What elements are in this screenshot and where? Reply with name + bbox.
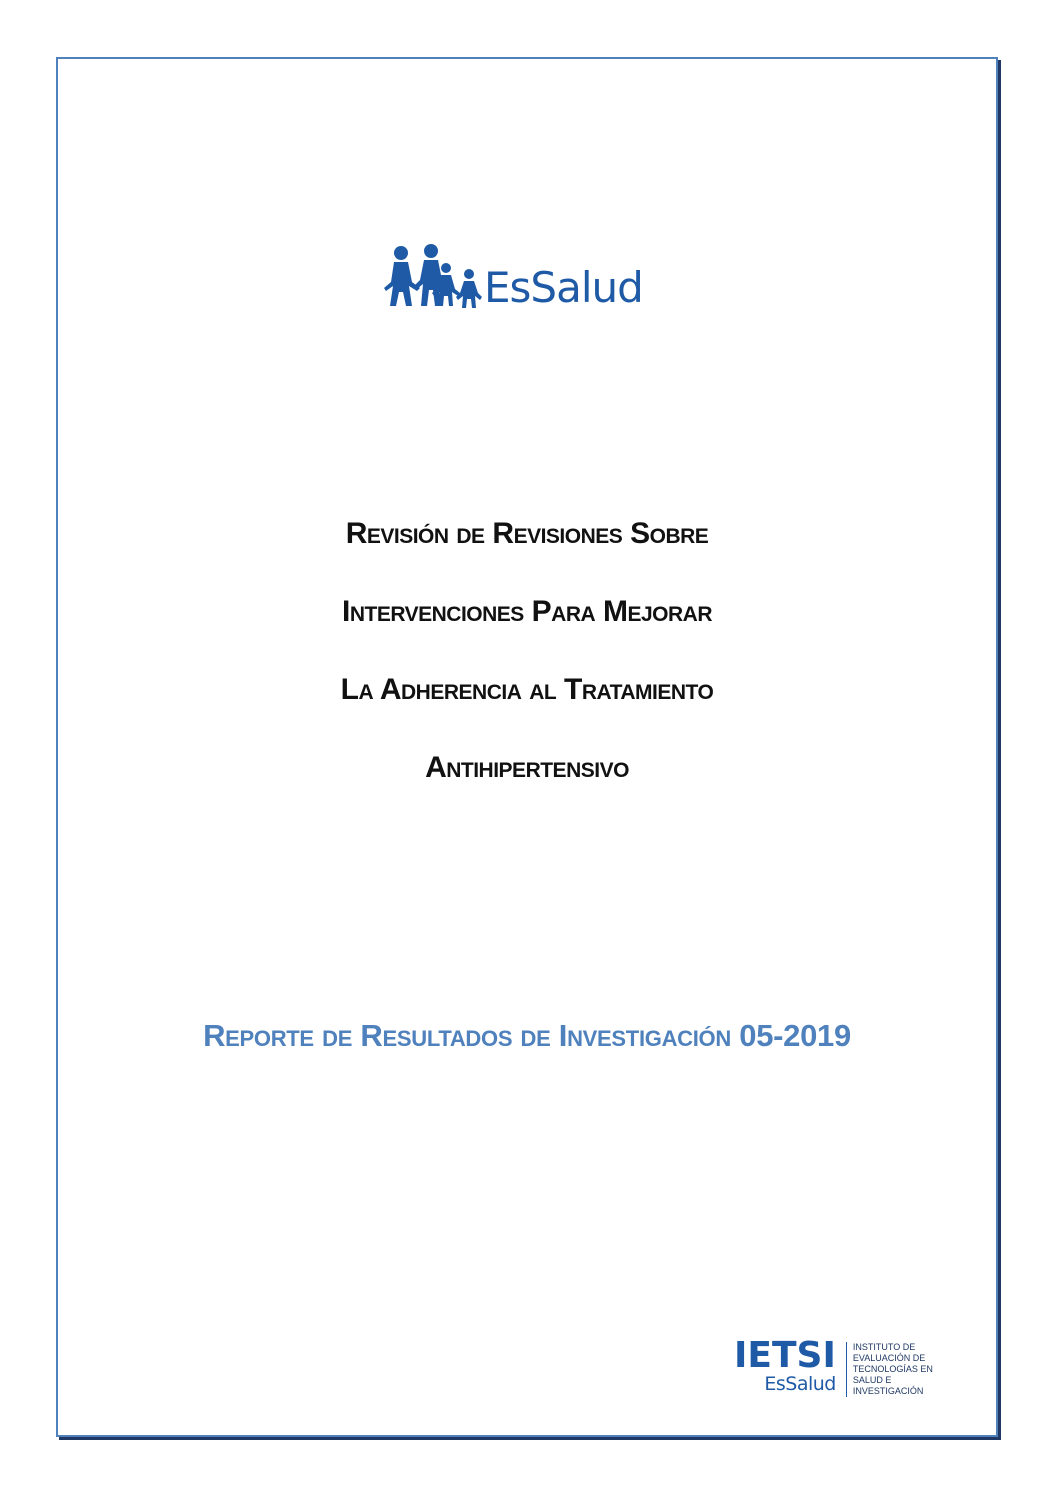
family-figures-icon — [384, 244, 482, 310]
ietsi-desc-line: INVESTIGACIÓN — [852, 1386, 924, 1396]
ietsi-desc-line: INSTITUTO DE — [852, 1342, 916, 1352]
title-line-2: Intervenciones Para Mejorar — [342, 595, 712, 628]
ietsi-description — [853, 1338, 945, 1397]
title-line-1: Revisión de Revisiones Sobre — [345, 517, 709, 550]
essalud-logo — [384, 240, 643, 310]
title-line-4: Antihipertensivo — [425, 751, 629, 784]
document-title — [56, 510, 998, 822]
ietsi-logo — [734, 1335, 945, 1397]
ietsi-desc-line: SALUD E — [852, 1375, 892, 1385]
ietsi-divider — [846, 1342, 847, 1397]
ietsi-sub: EsSalud — [764, 1373, 836, 1395]
ietsi-desc-line: TECNOLOGÍAS EN — [852, 1364, 933, 1374]
essalud-wordmark: EsSalud — [484, 263, 643, 312]
ietsi-desc-line: EVALUACIÓN DE — [852, 1353, 926, 1363]
ietsi-name: IETSI — [734, 1335, 836, 1376]
report-number: Reporte de Resultados de Investigación 05-2019 — [203, 1018, 851, 1053]
title-line-3: La Adherencia al Tratamiento — [340, 673, 714, 706]
